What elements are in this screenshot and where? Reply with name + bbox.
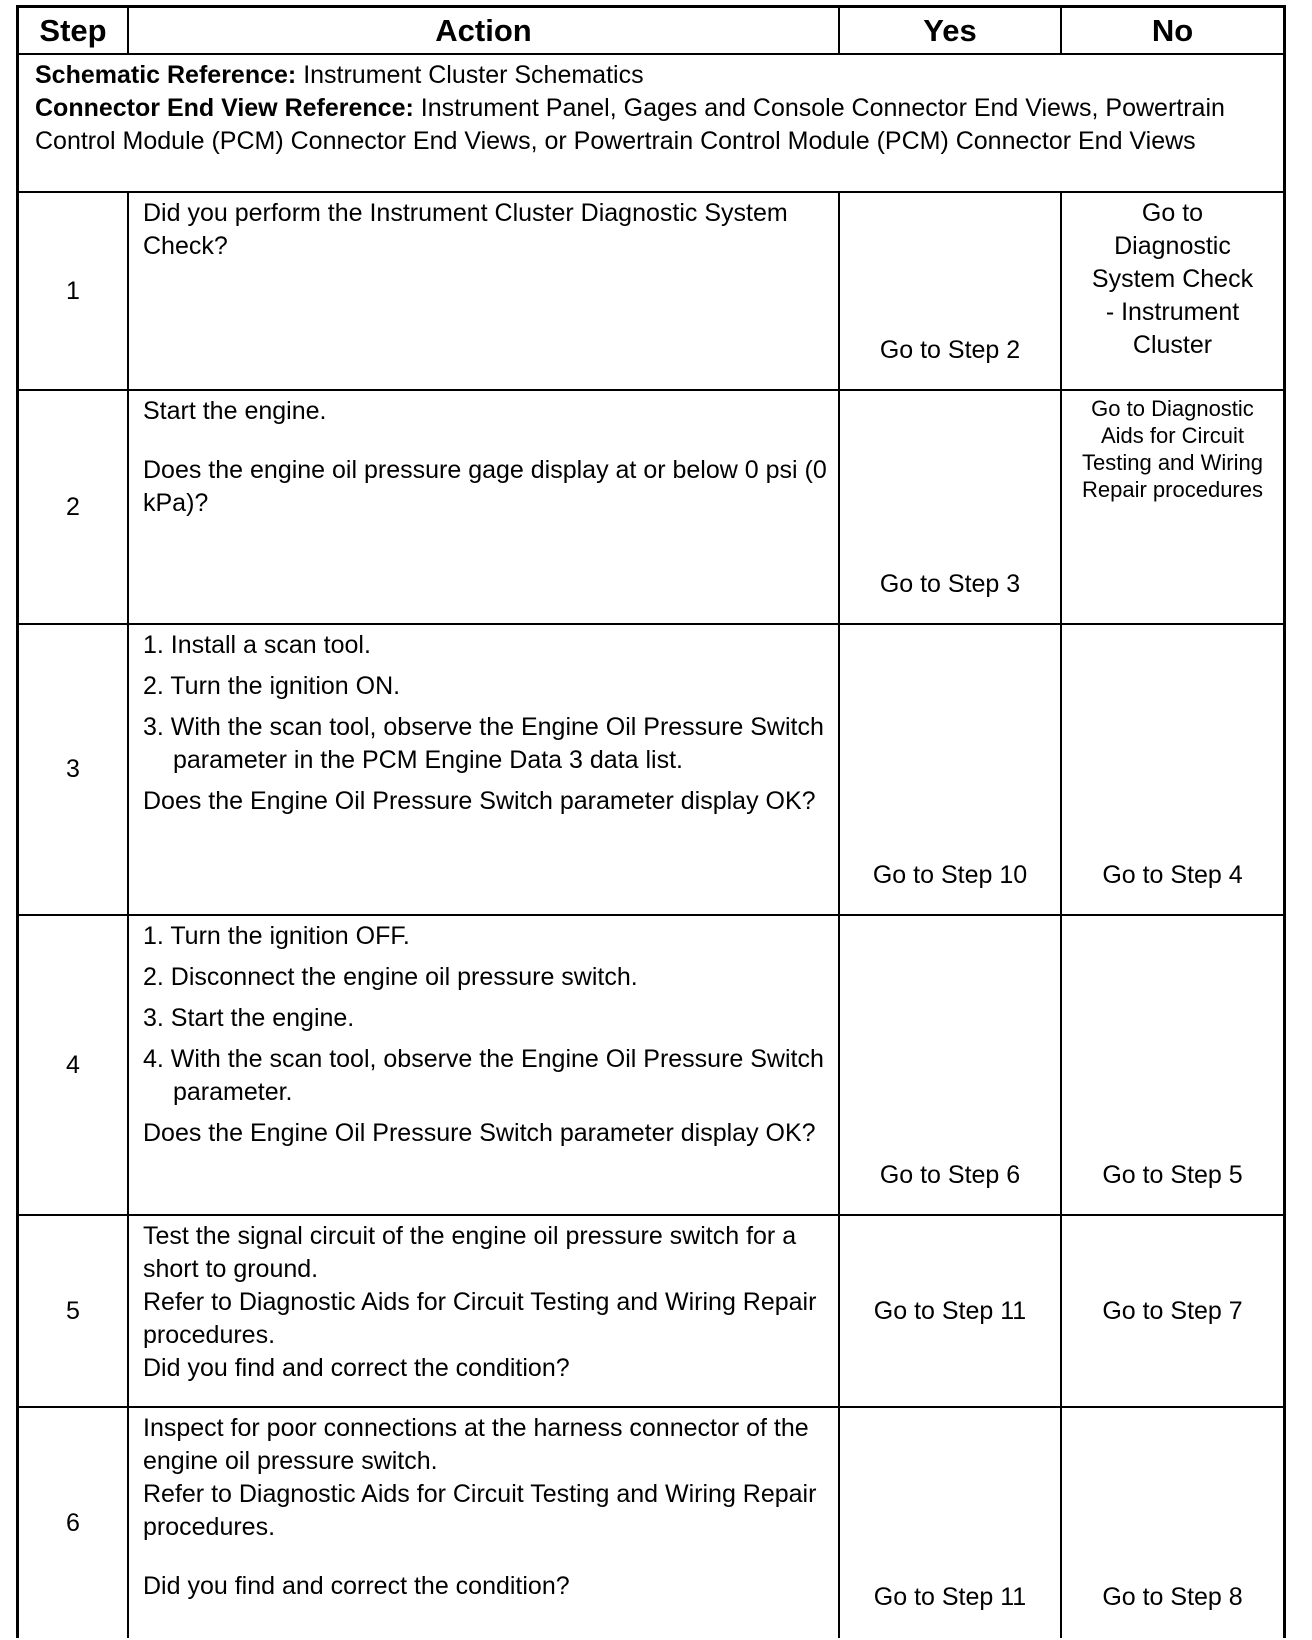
header-yes: Yes	[840, 8, 1062, 53]
reference-row	[19, 55, 1283, 193]
no-link[interactable]: Go to Step 8	[1102, 1583, 1243, 1611]
step-question: Does the Engine Oil Pressure Switch parameter display OK?	[143, 787, 816, 815]
step-question: Does the engine oil pressure gage display at or below 0 psi (0 kPa)?	[143, 456, 827, 517]
yes-cell	[840, 193, 1062, 389]
table-row	[19, 391, 1283, 625]
no-link[interactable]: Go to Step 4	[1102, 861, 1243, 889]
yes-cell	[840, 916, 1062, 1214]
yes-cell	[840, 1216, 1062, 1406]
step-list-item: 3. Start the engine.	[143, 1004, 355, 1032]
no-link[interactable]: Go to Step 7	[1102, 1296, 1243, 1325]
no-link[interactable]: Go to Diagnostic System Check - Instrument Cluster	[1091, 199, 1254, 359]
step-action	[129, 391, 840, 623]
step-list-item: 2. Turn the ignition ON.	[143, 672, 401, 700]
table-row	[19, 916, 1283, 1216]
no-cell	[1062, 391, 1283, 623]
table-row	[19, 1408, 1283, 1638]
step-list-item: 2. Disconnect the engine oil pressure switch.	[143, 963, 638, 991]
no-cell	[1062, 625, 1283, 914]
yes-cell	[840, 1408, 1062, 1638]
step-list-item: 1. Install a scan tool.	[143, 631, 371, 659]
step-number: 1	[19, 193, 129, 389]
step-number: 4	[19, 916, 129, 1214]
no-cell	[1062, 193, 1283, 389]
no-cell	[1062, 1216, 1283, 1406]
step-action	[129, 193, 840, 389]
step-question: Did you find and correct the condition?	[143, 1572, 570, 1600]
step-list-item: 1. Turn the ignition OFF.	[143, 922, 410, 950]
connector-reference-label: Connector End View Reference:	[35, 94, 414, 122]
step-number: 2	[19, 391, 129, 623]
step-instruction: Test the signal circuit of the engine oil pressure switch for a short to ground.	[143, 1222, 797, 1283]
step-list-item: 3. With the scan tool, observe the Engine Oil Pressure Switch parameter in the PCM Engine Data 3 data list.	[143, 713, 824, 774]
schematic-reference-link[interactable]: Instrument Cluster Schematics	[303, 61, 644, 89]
step-instruction: Inspect for poor connections at the harness connector of the engine oil pressure switch.	[143, 1414, 809, 1475]
step-instruction: Start the engine.	[143, 397, 327, 425]
yes-cell	[840, 391, 1062, 623]
schematic-reference-label: Schematic Reference:	[35, 61, 297, 89]
yes-link[interactable]: Go to Step 3	[879, 570, 1021, 598]
step-question: Did you find and correct the condition?	[143, 1354, 570, 1382]
step-action	[129, 916, 840, 1214]
table-row	[19, 1216, 1283, 1408]
no-link[interactable]: Go to Step 5	[1102, 1161, 1243, 1189]
table-header	[19, 8, 1283, 55]
header-action: Action	[129, 8, 840, 53]
header-no: No	[1151, 12, 1194, 48]
yes-link[interactable]: Go to Step 11	[873, 1296, 1027, 1325]
step-question: Did you perform the Instrument Cluster Diagnostic System Check?	[143, 199, 788, 260]
step-list-item: 4. With the scan tool, observe the Engine Oil Pressure Switch parameter.	[143, 1045, 824, 1106]
yes-cell	[840, 625, 1062, 914]
yes-link[interactable]: Go to Step 6	[879, 1161, 1021, 1189]
table-row	[19, 193, 1283, 391]
no-cell	[1062, 1408, 1283, 1638]
header-step: Step	[19, 8, 129, 53]
step-action	[129, 625, 840, 914]
step-action	[129, 1216, 840, 1406]
yes-link[interactable]: Go to Step 2	[879, 336, 1021, 364]
yes-link[interactable]: Go to Step 11	[873, 1583, 1027, 1611]
connector-reference-link[interactable]: Instrument Panel, Gages and Console Connector End Views, Powertrain Control Module (PCM) Connector End Views, or Powertrain Control Module (PCM) Connector End Views	[35, 94, 1225, 155]
no-cell	[1062, 916, 1283, 1214]
step-number: 3	[19, 625, 129, 914]
step-reference: Refer to Diagnostic Aids for Circuit Testing and Wiring Repair procedures.	[143, 1288, 817, 1349]
diagnostic-table	[16, 5, 1286, 1638]
step-number: 5	[19, 1216, 129, 1406]
step-number: 6	[19, 1408, 129, 1638]
no-link[interactable]: Go to Diagnostic Aids for Circuit Testing and Wiring Repair procedures	[1082, 396, 1263, 502]
yes-link[interactable]: Go to Step 10	[872, 861, 1028, 889]
table-row	[19, 625, 1283, 916]
step-question: Does the Engine Oil Pressure Switch parameter display OK?	[143, 1119, 816, 1147]
step-action	[129, 1408, 840, 1638]
step-reference: Refer to Diagnostic Aids for Circuit Testing and Wiring Repair procedures.	[143, 1480, 817, 1541]
